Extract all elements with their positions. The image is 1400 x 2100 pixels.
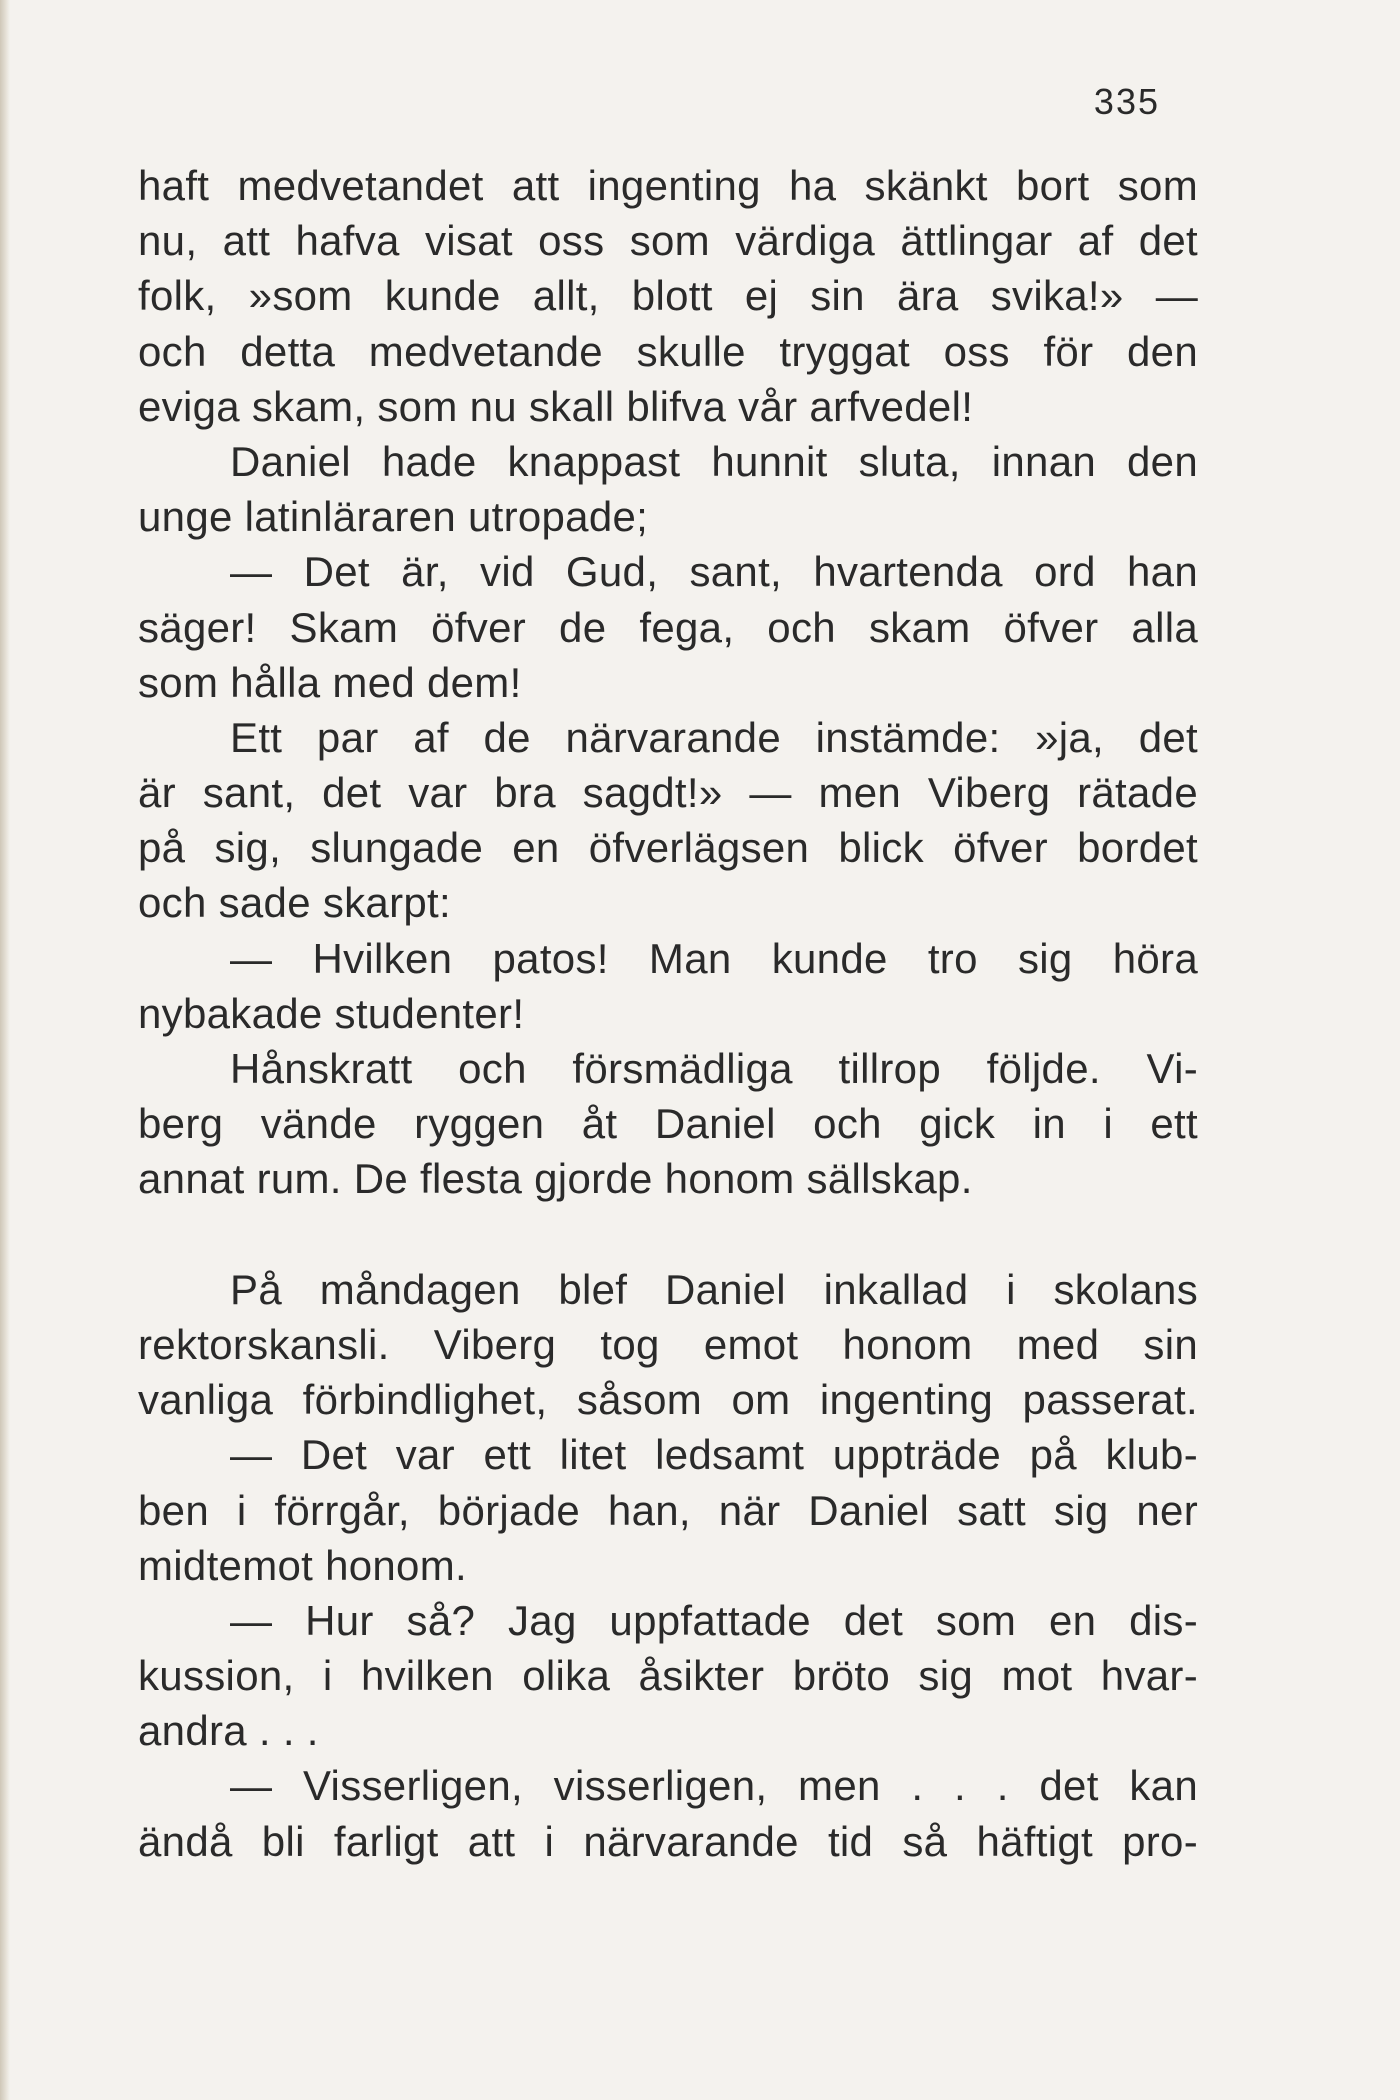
text-line: eviga skam, som nu skall blifva vår arfvedel! bbox=[138, 382, 974, 430]
text-line: ben i förrgår, började han, när Daniel satt sig ner bbox=[138, 1486, 1198, 1534]
text-line: berg vände ryggen åt Daniel och gick in i ett bbox=[138, 1100, 1198, 1148]
text-line: På måndagen blef Daniel inkallad i skolans bbox=[230, 1265, 1198, 1313]
page-number: 335 bbox=[1093, 81, 1160, 122]
text-line: Daniel hade knappast hunnit sluta, innan den bbox=[230, 437, 1198, 485]
text-line: Hånskratt och försmädliga tillrop följde. Vi- bbox=[230, 1045, 1198, 1092]
text-line: och sade skarpt: bbox=[138, 879, 451, 927]
text-line: ändå bli farligt att i närvarande tid så häftigt pro- bbox=[138, 1817, 1198, 1865]
text-line: — Det var ett litet ledsamt uppträde på klub- bbox=[230, 1431, 1198, 1479]
text-line: nybakade studenter! bbox=[138, 989, 525, 1037]
text-line: andra . . . bbox=[138, 1707, 319, 1755]
text-line: nu, att hafva visat oss som värdiga ättlingar af det bbox=[138, 217, 1198, 265]
text-line: på sig, slungade en öfverlägsen blick öfver bordet bbox=[138, 824, 1198, 872]
text-line: — Det är, vid Gud, sant, hvartenda ord han bbox=[230, 548, 1198, 596]
page-binding-edge bbox=[0, 0, 10, 2100]
text-line: haft medvetandet att ingenting ha skänkt bort som bbox=[138, 162, 1198, 209]
text-line: — Hvilken patos! Man kunde tro sig höra bbox=[230, 934, 1198, 982]
text-line: kussion, i hvilken olika åsikter bröto sig mot hvar- bbox=[138, 1652, 1198, 1700]
text-line: — Hur så? Jag uppfattade det som en dis- bbox=[230, 1596, 1198, 1644]
text-line: som hålla med dem! bbox=[138, 658, 522, 706]
text-line: unge latinläraren utropade; bbox=[138, 493, 649, 541]
text-line: rektorskansli. Viberg tog emot honom med sin bbox=[138, 1320, 1198, 1368]
body-text bbox=[138, 158, 1198, 1869]
text-line: — Visserligen, visserligen, men . . . det kan bbox=[230, 1762, 1198, 1810]
text-line: är sant, det var bra sagdt!» — men Viberg rätade bbox=[138, 769, 1198, 817]
text-line: säger! Skam öfver de fega, och skam öfver alla bbox=[138, 603, 1198, 651]
text-line: vanliga förbindlighet, såsom om ingenting passerat. bbox=[138, 1376, 1198, 1424]
text-line: Ett par af de närvarande instämde: »ja, det bbox=[230, 713, 1198, 761]
text-line: annat rum. De flesta gjorde honom sällskap. bbox=[138, 1155, 973, 1203]
text-line: folk, »som kunde allt, blott ej sin ära svika!» — bbox=[138, 272, 1198, 320]
text-line: midtemot honom. bbox=[138, 1541, 467, 1589]
section-break bbox=[138, 1207, 1198, 1262]
text-line: och detta medvetande skulle tryggat oss för den bbox=[138, 327, 1198, 375]
